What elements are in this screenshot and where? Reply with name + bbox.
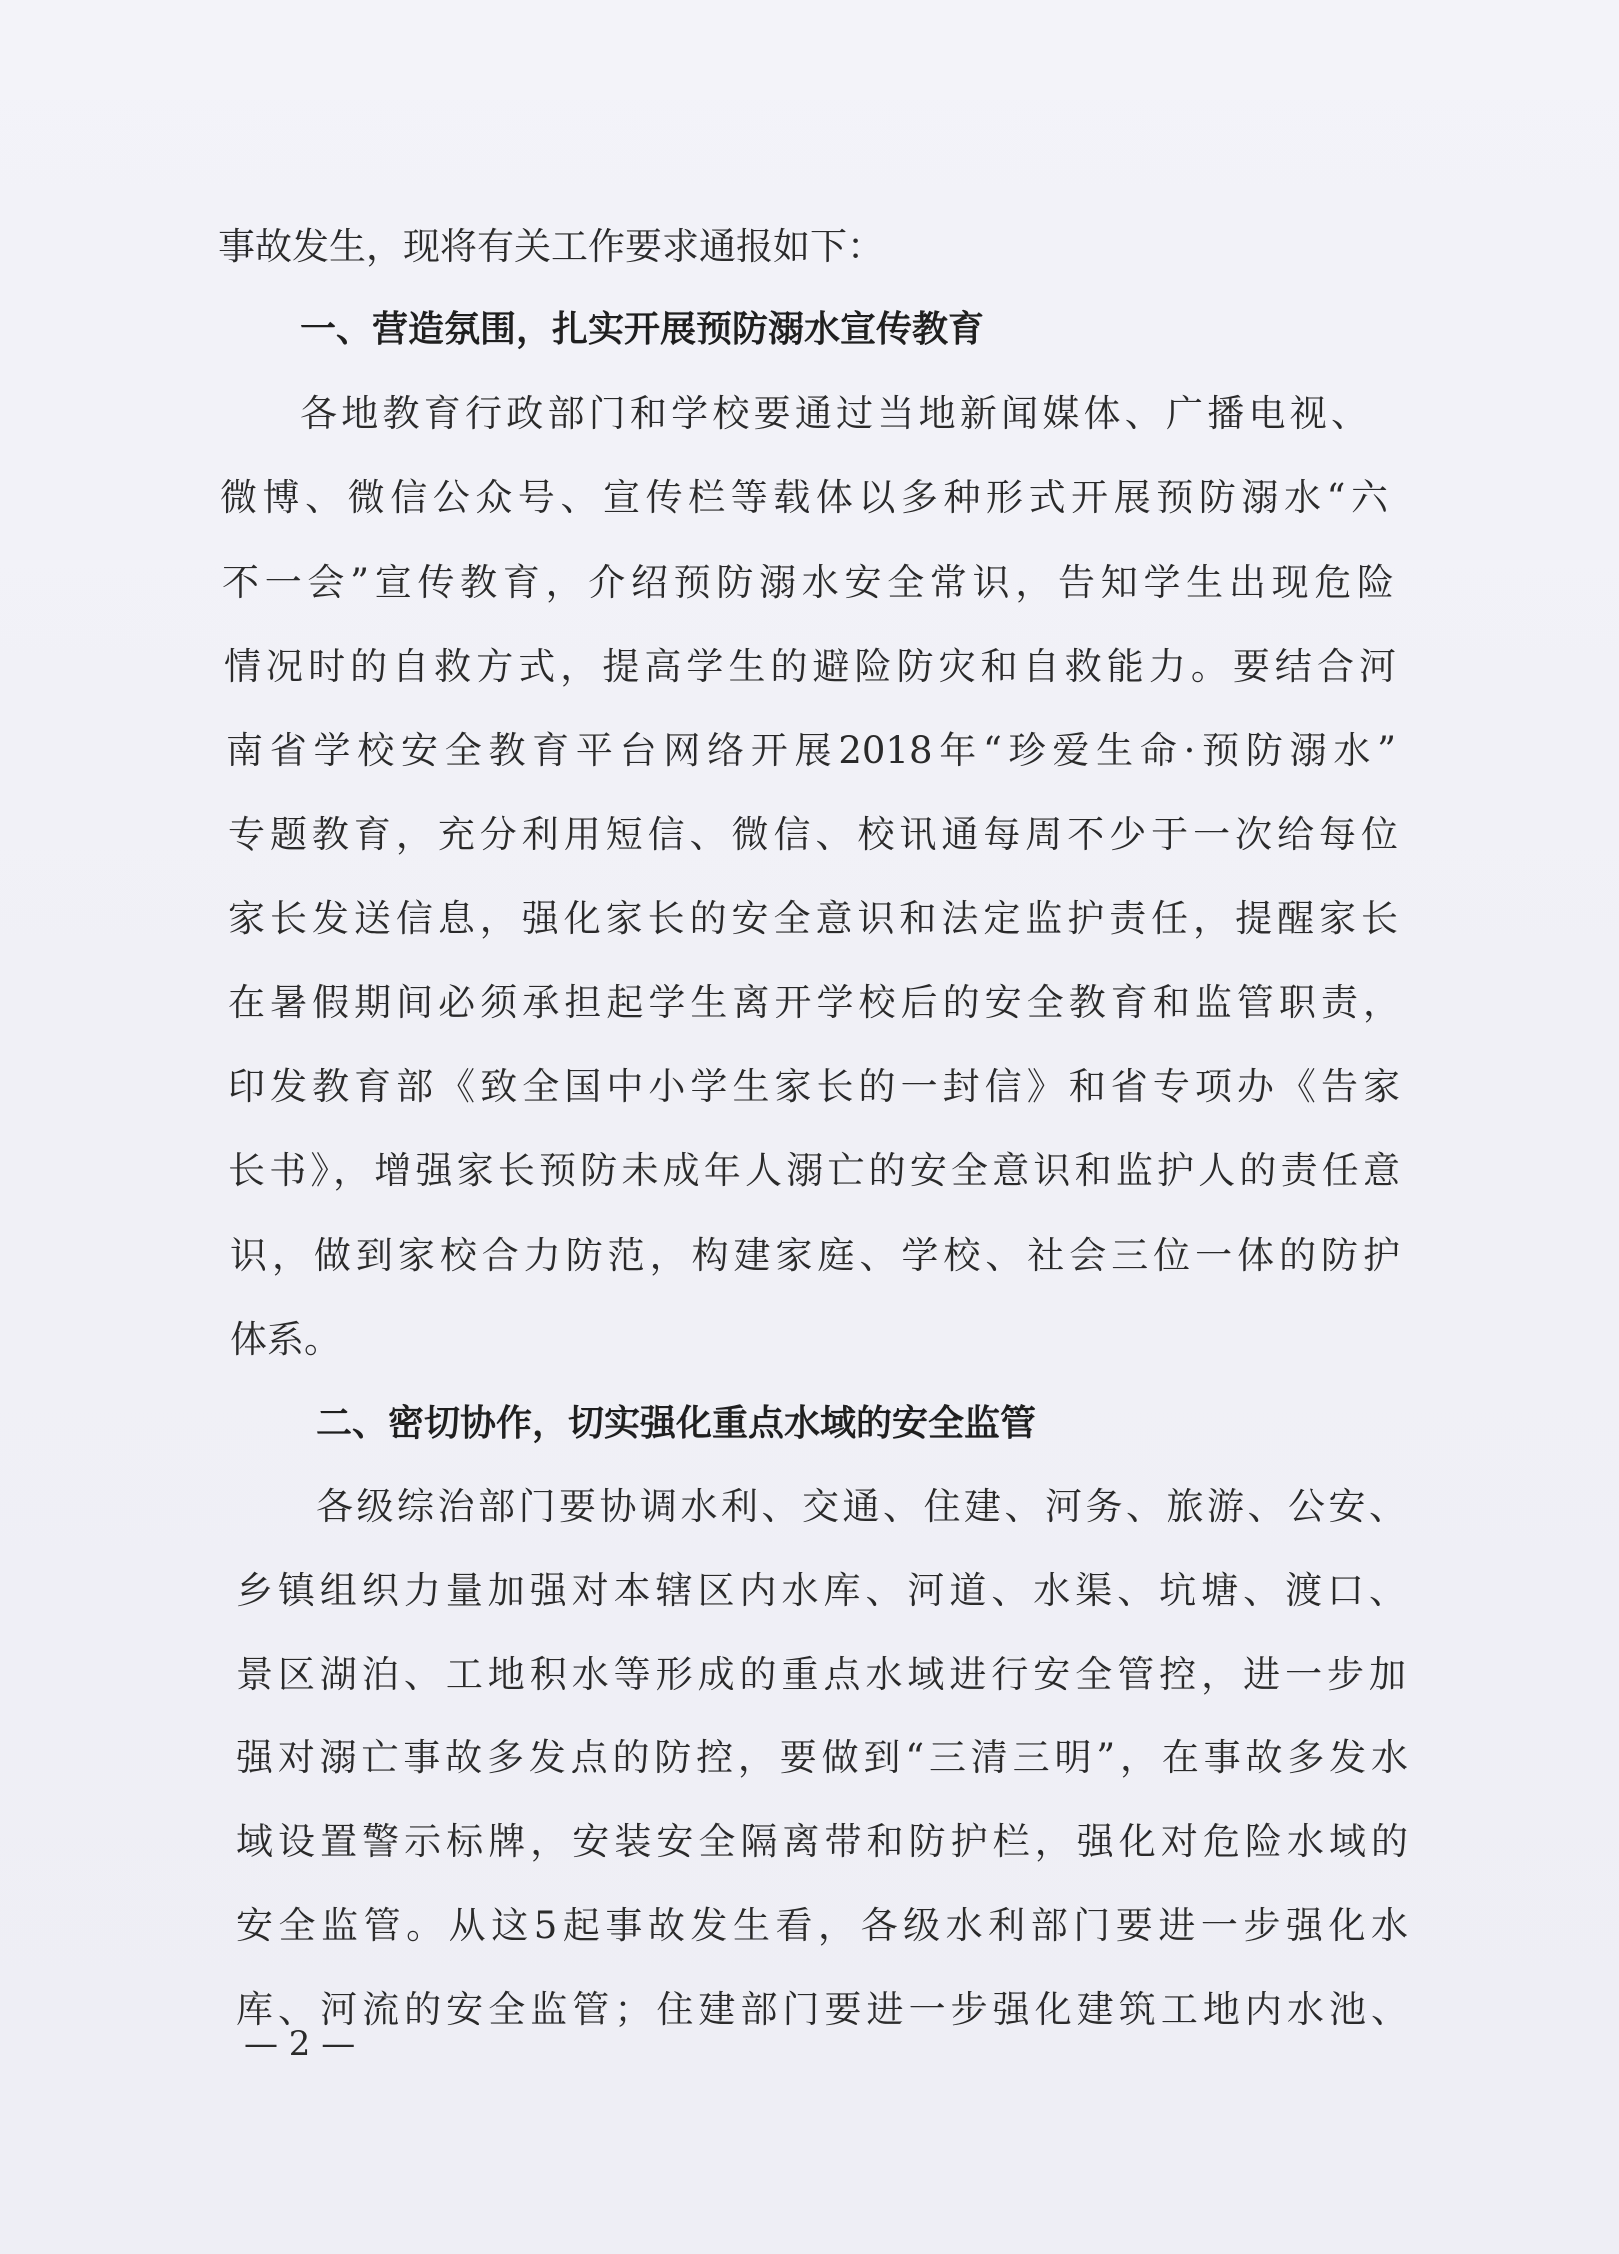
section-1-line-3: 不一会”宣传教育，介绍预防溺水安全常识，告知学生出现危险 <box>222 561 1394 604</box>
section-2-line-2: 乡镇组织力量加强对本辖区内水库、河道、水渠、坑塘、渡口、 <box>236 1569 1406 1612</box>
section-1-line-9: 印发教育部《致全国中小学生家长的一封信》和省专项办《告家 <box>228 1065 1400 1108</box>
section-2-line-4: 强对溺亡事故多发点的防控，要做到“三清三明”，在事故多发水 <box>236 1736 1408 1779</box>
section-1-line-8: 在暑假期间必须承担起学生离开学校后的安全教育和监管职责， <box>228 981 1400 1024</box>
section-1-line-7: 家长发送信息，强化家长的安全意识和法定监护责任，提醒家长 <box>228 897 1398 940</box>
section-2-heading: 二、密切协作，切实强化重点水域的安全监管 <box>316 1403 1037 1444</box>
section-2-line-1: 各级综治部门要协调水利、交通、住建、河务、旅游、公安、 <box>316 1485 1406 1528</box>
section-1-line-10: 长书》，增强家长预防未成年人溺亡的安全意识和监护人的责任意 <box>228 1149 1400 1192</box>
section-2-line-6: 安全监管。从这5起事故发生看，各级水利部门要进一步强化水 <box>236 1904 1408 1947</box>
section-2-line-3: 景区湖泊、工地积水等形成的重点水域进行安全管控，进一步加 <box>236 1653 1406 1696</box>
section-1-line-5: 南省学校安全教育平台网络开展2018年“珍爱生命·预防溺水” <box>226 729 1396 772</box>
section-1-line-2: 微博、微信公众号、宣传栏等载体以多种形式开展预防溺水“六 <box>220 476 1388 519</box>
section-1-heading: 一、营造氛围，扎实开展预防溺水宣传教育 <box>300 309 985 350</box>
opening-line: 事故发生，现将有关工作要求通报如下： <box>218 225 884 268</box>
section-1-line-6: 专题教育，充分利用短信、微信、校讯通每周不少于一次给每位 <box>228 813 1398 856</box>
section-1-line-11: 识，做到家校合力防范，构建家庭、学校、社会三位一体的防护 <box>230 1234 1400 1277</box>
section-1-line-1: 各地教育行政部门和学校要通过当地新闻媒体、广播电视、 <box>300 392 1368 435</box>
section-2-line-5: 域设置警示标牌，安装安全隔离带和防护栏，强化对危险水域的 <box>236 1820 1408 1863</box>
section-1-line-12: 体系。 <box>230 1318 341 1361</box>
section-2-line-7: 库、河流的安全监管；住建部门要进一步强化建筑工地内水池、 <box>236 1988 1408 2031</box>
section-1-line-4: 情况时的自救方式，提高学生的避险防灾和自救能力。要结合河 <box>224 645 1396 688</box>
page-number: — 2 — <box>244 2024 356 2064</box>
